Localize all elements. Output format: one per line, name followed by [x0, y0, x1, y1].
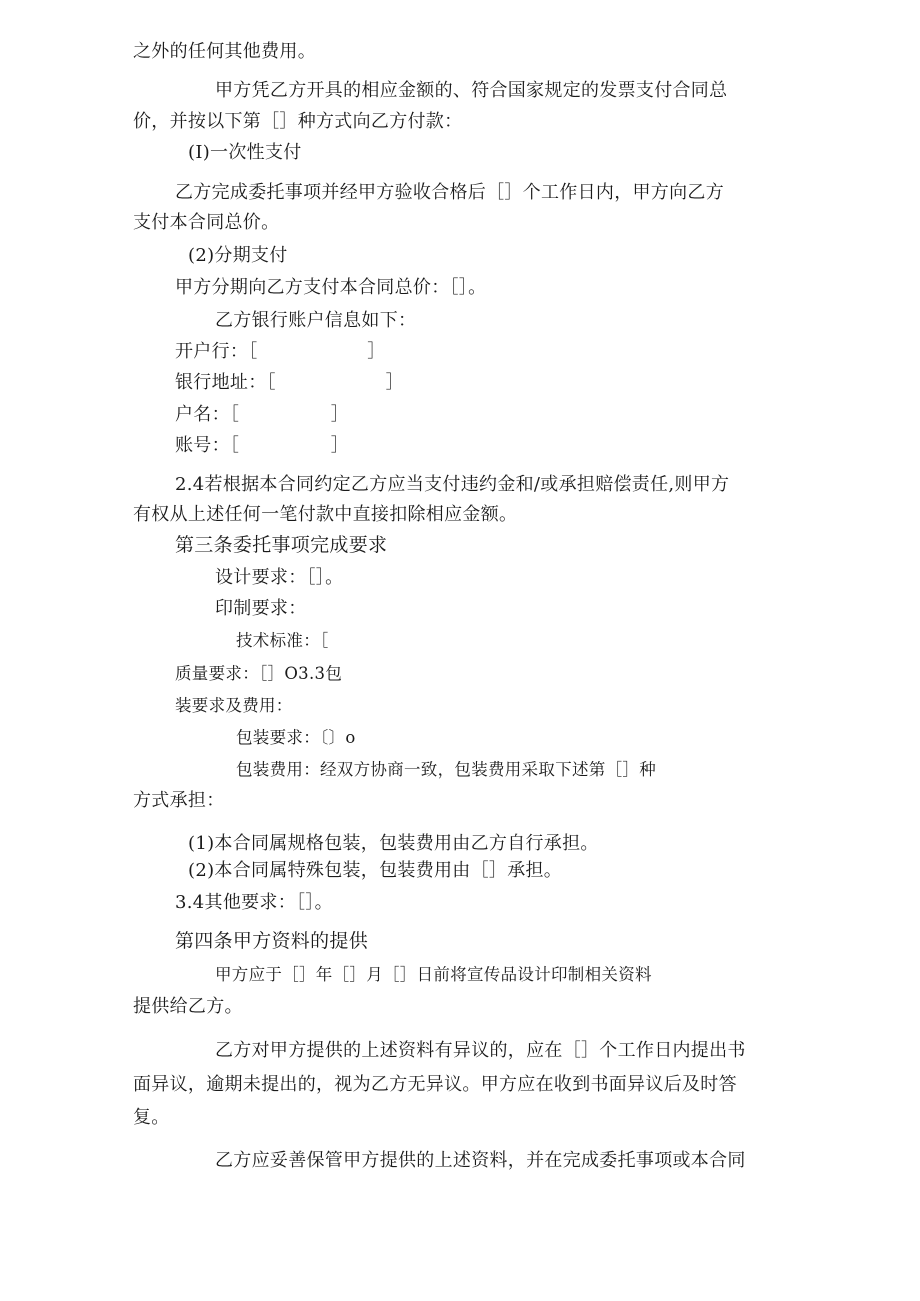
text-line-23: 包装费用：经双方协商一致，包装费用采取下述第［］种	[236, 760, 656, 779]
text-line-31: 乙方对甲方提供的上述资料有异议的，应在［］个工作日内提出书	[215, 1040, 746, 1061]
text-line-04: (I)一次性支付	[188, 142, 302, 163]
text-line-21: 装要求及费用：	[175, 696, 293, 715]
text-line-18: 印制要求：	[215, 598, 307, 619]
text-line-32: 面异议，逾期未提出的，视为乙方无异议。甲方应在收到书面异议后及时答	[133, 1074, 737, 1095]
text-line-27: 3.4其他要求：［］。	[175, 892, 333, 913]
text-line-01: 之外的任何其他费用。	[133, 41, 316, 62]
text-line-13: 账号：［ ］	[175, 435, 349, 456]
text-line-02: 甲方凭乙方开具的相应金额的、符合国家规定的发票支付合同总	[215, 80, 728, 101]
text-line-05: 乙方完成委托事项并经甲方验收合格后［］个工作日内，甲方向乙方	[175, 182, 724, 203]
text-line-11: 银行地址：［ ］	[175, 372, 404, 393]
text-line-26: (2)本合同属特殊包装，包装费用由［］承担。	[188, 860, 563, 881]
text-line-14: 2.4若根据本合同约定乙方应当支付违约金和/或承担赔偿责任,则甲方	[175, 474, 730, 495]
text-line-06: 支付本合同总价。	[133, 212, 280, 233]
text-line-12: 户名：［ ］	[175, 404, 349, 425]
text-line-30: 提供给乙方。	[133, 996, 243, 1017]
text-line-09: 乙方银行账户信息如下：	[215, 310, 417, 331]
text-line-34: 乙方应妥善保管甲方提供的上述资料，并在完成委托事项或本合同	[215, 1150, 746, 1171]
text-line-25: (1)本合同属规格包装，包装费用由乙方自行承担。	[188, 833, 599, 854]
text-line-22: 包装要求：〔〕o	[236, 728, 356, 747]
text-line-33: 复。	[133, 1107, 170, 1128]
section-heading-3: 第三条委托事项完成要求	[175, 534, 388, 556]
text-line-19: 技术标准：［	[236, 631, 329, 650]
text-line-20: 质量要求：［］O3.3包	[175, 664, 343, 683]
text-line-07: (2)分期支付	[188, 245, 288, 266]
text-line-29: 甲方应于［］年［］月［］日前将宣传品设计印制相关资料	[215, 965, 652, 984]
text-line-03: 价，并按以下第［］种方式向乙方付款：	[133, 111, 463, 132]
text-line-15: 有权从上述任何一笔付款中直接扣除相应金额。	[133, 504, 518, 525]
text-line-10: 开户行：［ ］	[175, 341, 386, 362]
text-line-17: 设计要求：［］。	[215, 567, 344, 588]
text-line-08: 甲方分期向乙方支付本合同总价：［］。	[175, 277, 487, 298]
text-line-24: 方式承担：	[133, 790, 225, 811]
section-heading-4: 第四条甲方资料的提供	[175, 930, 369, 952]
